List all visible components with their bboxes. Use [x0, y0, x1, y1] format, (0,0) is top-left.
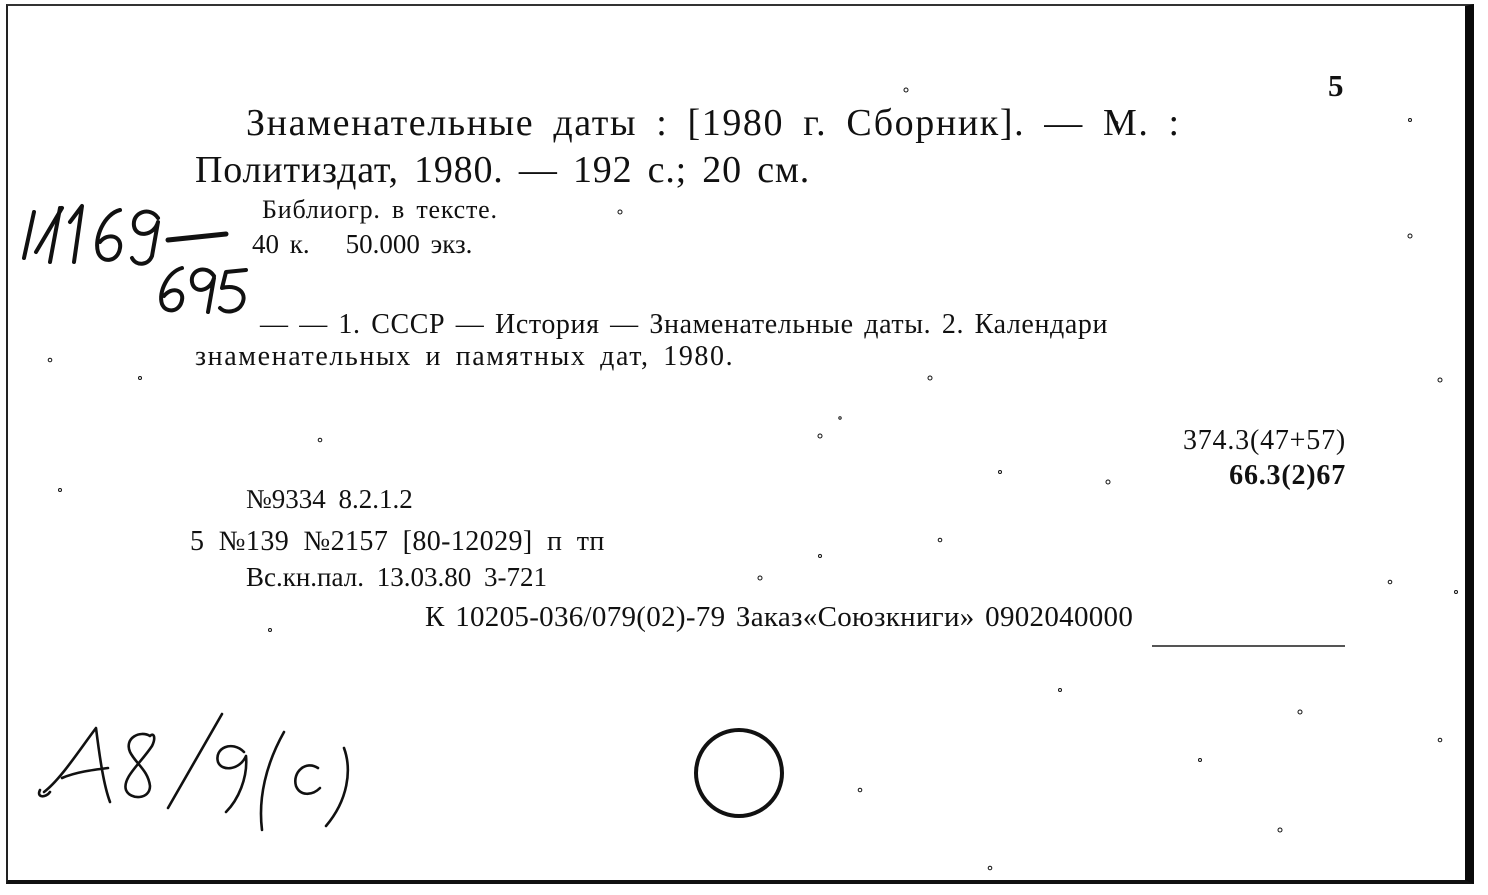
record-line-4: К 10205-036/079(02)-79 Заказ«Союзкниги» 0902040000	[425, 601, 1134, 633]
price: 40 к.	[252, 229, 310, 259]
record-line-3: Вс.кн.пал. 13.03.80 3-721	[246, 562, 547, 592]
subject-headings-line-2: знаменательных и памятных дат, 1980.	[195, 341, 735, 372]
classification-index-2: 66.3(2)67	[1229, 460, 1346, 491]
title-line-1: Знаменательные даты : [1980 г. Сборник]. — М. :	[246, 102, 1181, 144]
subject-headings-line-1: — — 1. СССР — История — Знаменательные даты. 2. Календари	[260, 309, 1109, 340]
card-number: 5	[1328, 68, 1344, 103]
print-run: 50.000 экз.	[345, 229, 473, 259]
record-line-1: №9334 8.2.1.2	[246, 484, 413, 514]
price-and-print-run	[252, 231, 472, 258]
record-line-2: 5 №139 №2157 [80-12029] п тп	[190, 526, 605, 557]
bibliography-note: Библиогр. в тексте.	[262, 195, 498, 224]
title-line-2: Политиздат, 1980. — 192 с.; 20 см.	[195, 149, 811, 191]
underline-rule	[1152, 645, 1345, 647]
classification-index-1: 374.3(47+57)	[1182, 425, 1346, 456]
